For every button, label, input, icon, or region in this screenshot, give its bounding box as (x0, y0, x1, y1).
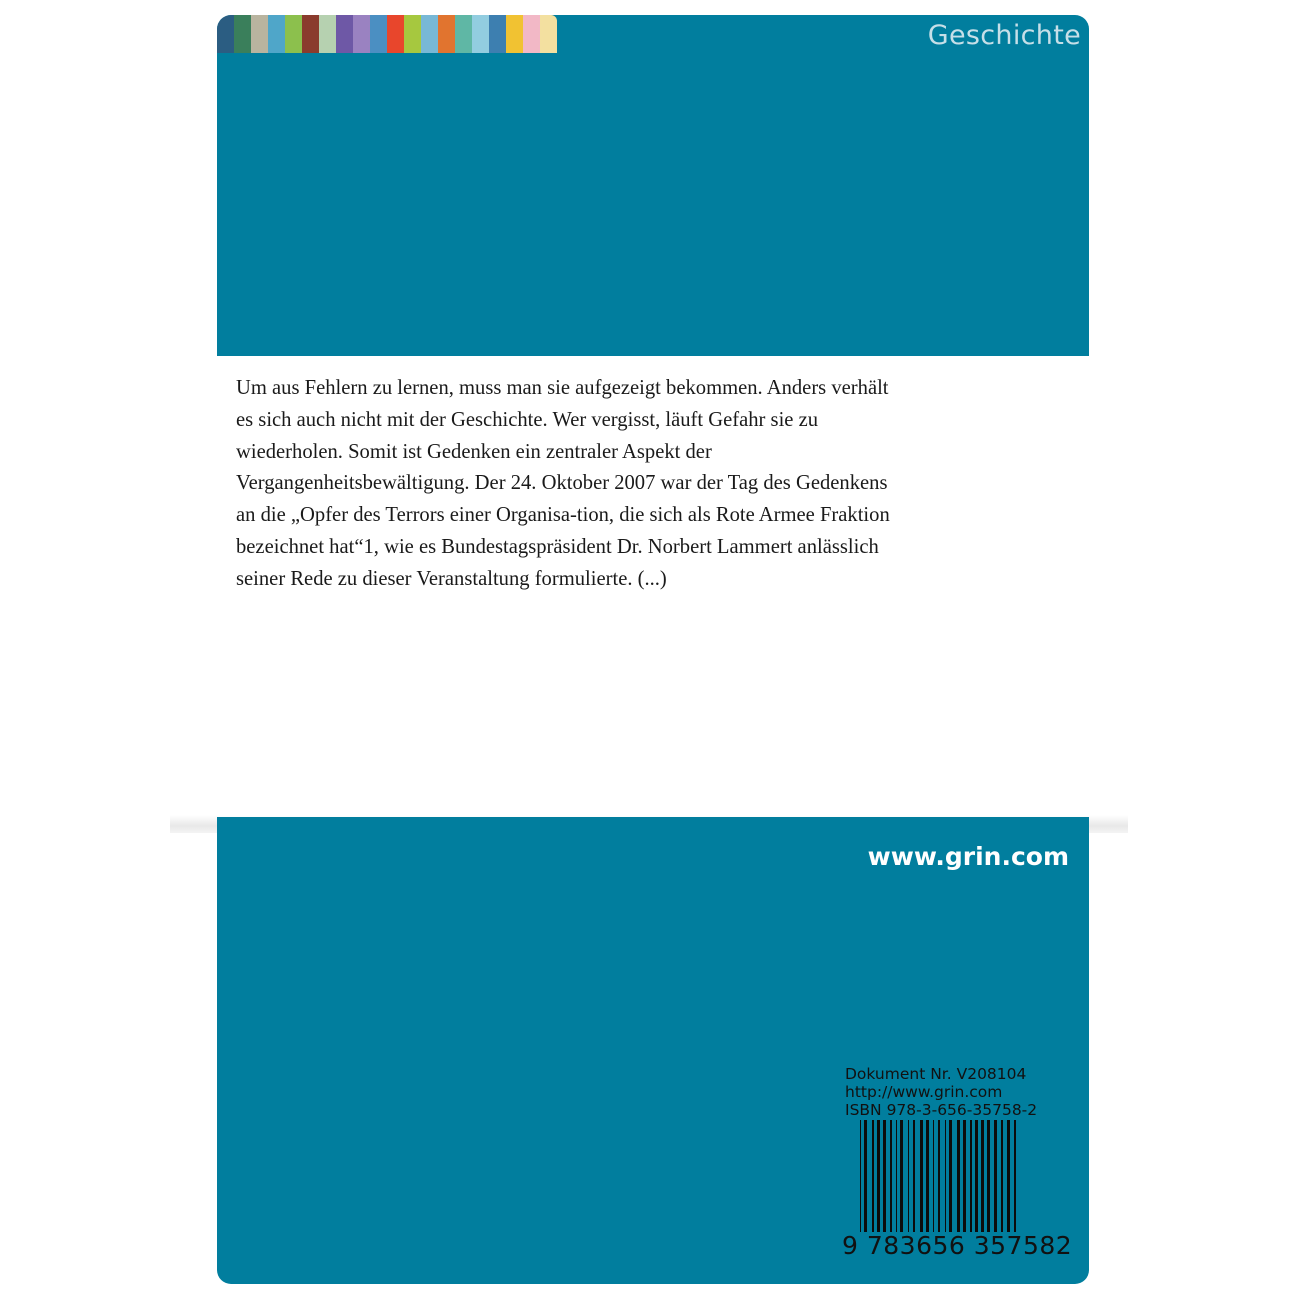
publisher-website: www.grin.com (867, 842, 1069, 871)
color-stripe (217, 15, 234, 53)
barcode-bar (896, 1120, 897, 1232)
blurb-line: an die „Opfer des Terrors einer Organisa-tion, die sich als Rote Armee Fraktion (236, 504, 890, 527)
color-stripe (506, 15, 523, 53)
color-stripe (540, 15, 557, 53)
barcode-bar (975, 1120, 978, 1232)
blurb-line: Vergangenheitsbewältigung. Der 24. Oktober 2007 war der Tag des Gedenkens (236, 472, 888, 495)
barcode-bar (945, 1120, 946, 1232)
barcode-bar (938, 1120, 940, 1232)
color-stripe (285, 15, 302, 53)
barcode-bar (864, 1120, 867, 1232)
barcode-bar (920, 1120, 923, 1232)
isbn-barcode (842, 1120, 1072, 1266)
barcode-bar (860, 1120, 861, 1232)
color-stripe (523, 15, 540, 53)
barcode-bar (872, 1120, 874, 1232)
blurb-line: wiederholen. Somit ist Gedenken ein zentraler Aspekt der (236, 440, 712, 463)
barcode-bar (926, 1120, 929, 1232)
barcode-bar (987, 1120, 990, 1232)
barcode-bar (963, 1120, 966, 1232)
barcode-bar (908, 1120, 909, 1232)
blurb-text (236, 373, 956, 596)
barcode-bar (890, 1120, 892, 1232)
color-stripe (302, 15, 319, 53)
document-number: Dokument Nr. V208104 (845, 1065, 1027, 1083)
barcode-bar (877, 1120, 880, 1232)
barcode-bar (970, 1120, 972, 1232)
barcode-bar (981, 1120, 984, 1232)
color-stripe (387, 15, 404, 53)
color-stripe (353, 15, 370, 53)
color-stripe (489, 15, 506, 53)
publication-info (845, 1065, 1037, 1119)
color-stripe (234, 15, 251, 53)
barcode-bar (883, 1120, 886, 1232)
isbn: ISBN 978-3-656-35758-2 (845, 1101, 1038, 1119)
barcode-bar (913, 1120, 915, 1232)
blurb-line: Um aus Fehlern zu lernen, muss man sie aufgezeigt bekommen. Anders verhält (236, 377, 889, 399)
color-stripe (421, 15, 438, 53)
color-stripe (404, 15, 421, 53)
color-stripe (319, 15, 336, 53)
color-stripe (438, 15, 455, 53)
cover-top-panel (217, 15, 1089, 356)
publisher-url: http://www.grin.com (845, 1083, 1003, 1101)
barcode-bar (949, 1120, 952, 1232)
barcode-bar (1014, 1120, 1016, 1232)
barcode-bar (933, 1120, 934, 1232)
barcode-bar (1007, 1120, 1010, 1232)
blurb-line: es sich auch nicht mit der Geschichte. Wer vergisst, läuft Gefahr sie zu (236, 408, 819, 431)
barcode-bars (842, 1120, 1072, 1232)
color-stripe (455, 15, 472, 53)
barcode-bar (900, 1120, 903, 1232)
barcode-bar (1001, 1120, 1003, 1232)
color-stripe (251, 15, 268, 53)
barcode-bar (957, 1120, 960, 1232)
blurb-line: bezeichnet hat“1, wie es Bundestagspräsident Dr. Norbert Lammert anlässlich (236, 535, 879, 558)
blurb-line: seiner Rede zu dieser Veranstaltung formulierte. (...) (236, 567, 667, 590)
color-stripe (370, 15, 387, 53)
barcode-bar (994, 1120, 997, 1232)
category-label: Geschichte (927, 20, 1081, 51)
color-stripes (217, 15, 557, 53)
color-stripe (472, 15, 489, 53)
barcode-digits: 9 783656 357582 (842, 1231, 1073, 1260)
color-stripe (336, 15, 353, 53)
color-stripe (268, 15, 285, 53)
cover-bottom-panel (217, 817, 1089, 1284)
